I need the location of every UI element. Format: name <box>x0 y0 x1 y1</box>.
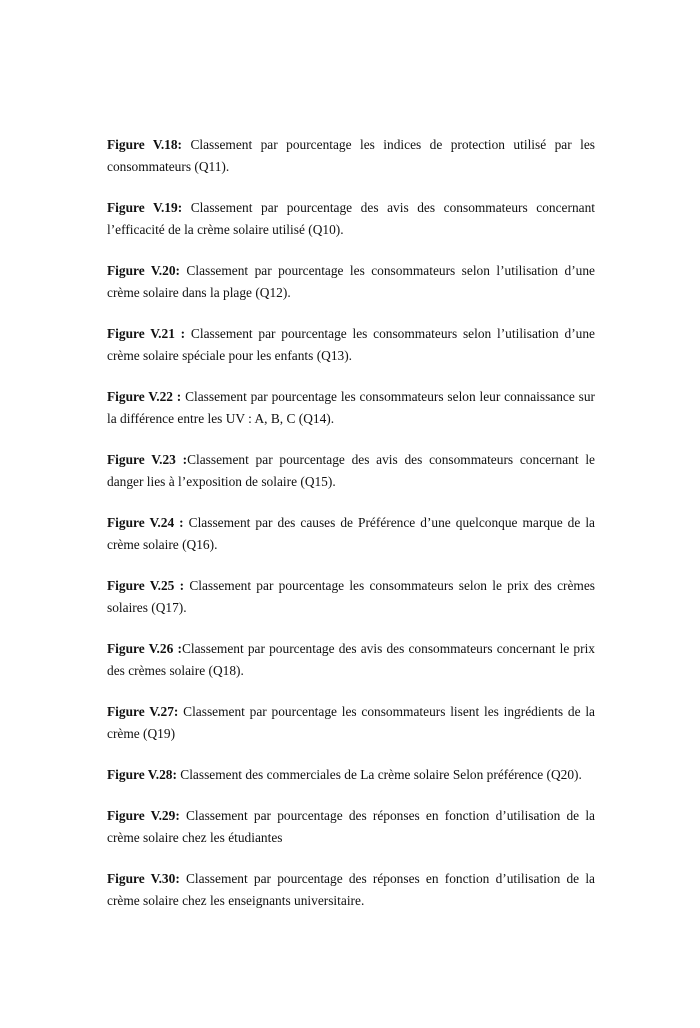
figure-entry-v23 <box>107 449 595 493</box>
figure-entry-v28 <box>107 764 595 786</box>
figure-caption: Classement par pourcentage les consommateurs lisent les ingrédients de la crème (Q19) <box>107 704 595 741</box>
figure-label: Figure V.21 : <box>107 326 186 341</box>
figure-entry-v25 <box>107 575 595 619</box>
figure-caption: Classement par pourcentage des réponses en fonction d’utilisation de la crème solaire chez les étudiantes <box>107 808 595 845</box>
figure-entry-v24 <box>107 512 595 556</box>
figure-entry-v19 <box>107 197 595 241</box>
figure-caption: Classement par pourcentage les consommateurs selon l’utilisation d’une crème solaire dans la plage (Q12). <box>107 263 595 300</box>
figure-caption: Classement par pourcentage les consommateurs selon leur connaissance sur la différence entre les UV : A, B, C (Q14). <box>107 389 595 426</box>
figure-entry-v18 <box>107 134 595 178</box>
figure-label: Figure V.30: <box>107 871 180 886</box>
figure-caption: Classement par pourcentage des avis des consommateurs concernant l’efficacité de la crème solaire utilisé (Q10). <box>107 200 595 237</box>
figure-label: Figure V.24 : <box>107 515 184 530</box>
figure-label: Figure V.25 : <box>107 578 185 593</box>
figure-entry-v30 <box>107 868 595 912</box>
figure-entry-v21 <box>107 323 595 367</box>
figure-label: Figure V.29: <box>107 808 180 823</box>
figure-label: Figure V.22 : <box>107 389 182 404</box>
figure-label: Figure V.19: <box>107 200 183 215</box>
figure-caption: Classement par pourcentage des avis des consommateurs concernant le danger lies à l’exposition de solaire (Q15). <box>107 452 595 489</box>
figure-entry-v22 <box>107 386 595 430</box>
figure-caption: Classement par pourcentage les indices de protection utilisé par les consommateurs (Q11). <box>107 137 595 174</box>
figure-entry-v29 <box>107 805 595 849</box>
figure-label: Figure V.18: <box>107 137 183 152</box>
list-of-figures <box>107 134 595 931</box>
figure-label: Figure V.28: <box>107 767 177 782</box>
figure-entry-v26 <box>107 638 595 682</box>
figure-entry-v27 <box>107 701 595 745</box>
figure-caption: Classement par pourcentage des réponses en fonction d’utilisation de la crème solaire chez les enseignants universitaire. <box>107 871 595 908</box>
figure-label: Figure V.27: <box>107 704 179 719</box>
figure-caption: Classement par pourcentage des avis des consommateurs concernant le prix des crèmes solaire (Q18). <box>107 641 596 678</box>
figure-label: Figure V.20: <box>107 263 180 278</box>
figure-caption: Classement des commerciales de La crème solaire Selon préférence (Q20). <box>176 767 582 782</box>
figure-caption: Classement par des causes de Préférence d’une quelconque marque de la crème solaire (Q16). <box>107 515 595 552</box>
figure-caption: Classement par pourcentage les consommateurs selon le prix des crèmes solaires (Q17). <box>107 578 595 615</box>
figure-entry-v20 <box>107 260 595 304</box>
figure-caption: Classement par pourcentage les consommateurs selon l’utilisation d’une crème solaire spéciale pour les enfants (Q13). <box>107 326 596 363</box>
figure-label: Figure V.26 : <box>107 641 182 656</box>
figure-label: Figure V.23 : <box>107 452 188 467</box>
